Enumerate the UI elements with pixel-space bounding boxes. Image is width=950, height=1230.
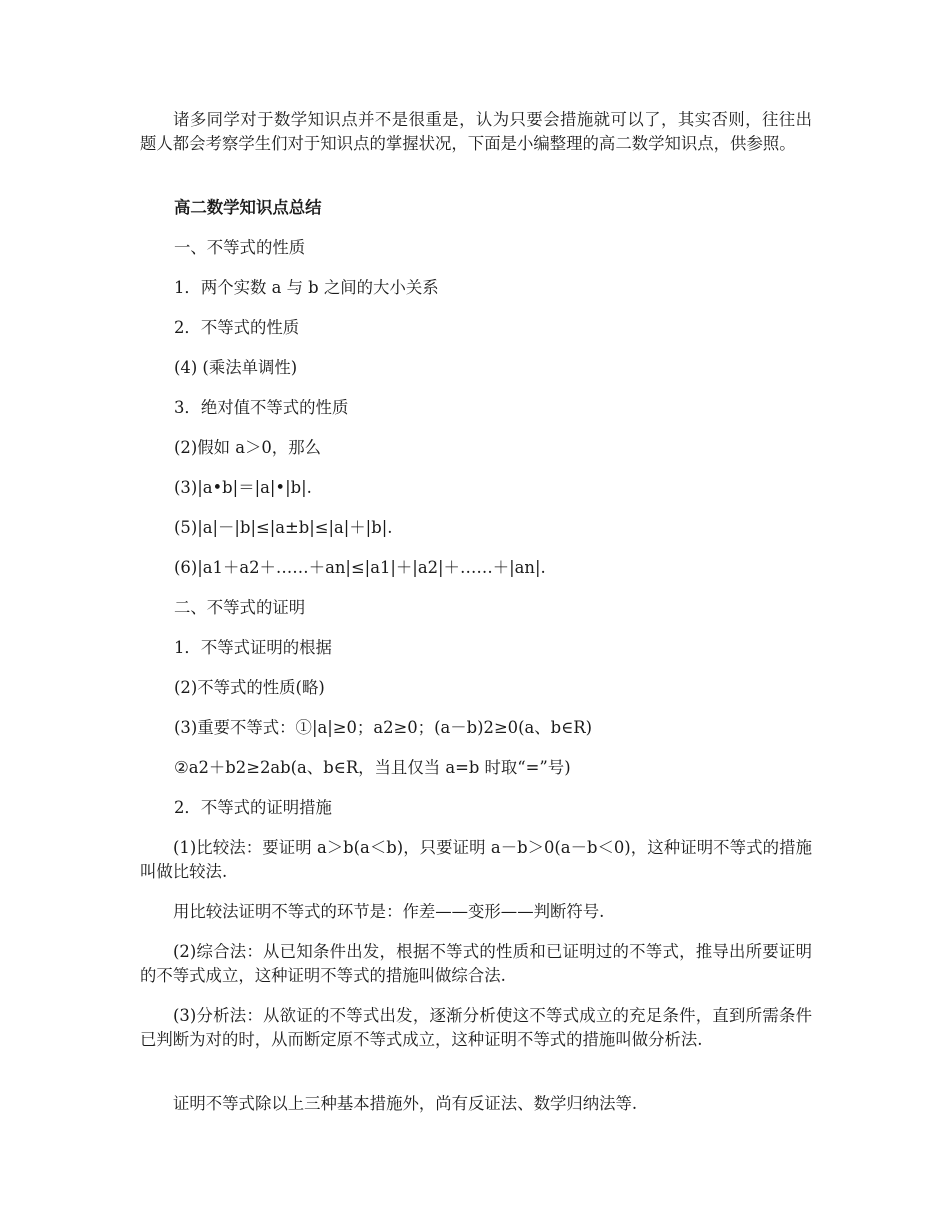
text-line: (2)假如 a＞0，那么 bbox=[174, 438, 321, 457]
body-paragraph: (1)比较法：要证明 a＞b(a＜b)，只要证明 a－b＞0(a－b＜0)，这种证明不等式的措施叫做比较法. bbox=[140, 838, 812, 881]
body-paragraph: (3)分析法：从欲证的不等式出发，逐渐分析使这不等式成立的充足条件，直到所需条件已判断为对的时，从而断定原不等式成立，这种证明不等式的措施叫做分析法. bbox=[140, 1006, 812, 1049]
text-line: 1．两个实数 a 与 b 之间的大小关系 bbox=[174, 278, 439, 297]
text-line: 1．不等式证明的根据 bbox=[174, 638, 332, 657]
formula-line: (5)|a|－|b|≤|a±b|≤|a|＋|b|. bbox=[174, 518, 393, 537]
formula-line: (3)|a•b|＝|a|•|b|. bbox=[174, 478, 312, 497]
text-line: 2．不等式的性质 bbox=[174, 318, 300, 337]
section-title: 高二数学知识点总结 bbox=[174, 198, 322, 217]
section-heading: 二、不等式的证明 bbox=[174, 598, 306, 617]
formula-line: (6)|a1＋a2＋……＋an|≤|a1|＋|a2|＋……＋|an|. bbox=[174, 558, 546, 577]
body-paragraph: (2)综合法：从已知条件出发，根据不等式的性质和已证明过的不等式，推导出所要证明的不等式成立，这种证明不等式的措施叫做综合法. bbox=[140, 942, 812, 985]
formula-line: ②a2＋b2≥2ab(a、b∈R，当且仅当 a=b 时取“=”号) bbox=[174, 758, 571, 777]
text-line: 2．不等式的证明措施 bbox=[174, 798, 332, 817]
text-line: (2)不等式的性质(略) bbox=[174, 678, 325, 697]
body-paragraph: 证明不等式除以上三种基本措施外，尚有反证法、数学归纳法等. bbox=[173, 1094, 638, 1113]
formula-line: (3)重要不等式：①|a|≥0；a2≥0；(a－b)2≥0(a、b∈R) bbox=[174, 718, 593, 737]
body-paragraph: 用比较法证明不等式的环节是：作差——变形——判断符号. bbox=[173, 902, 605, 921]
text-line: 3．绝对值不等式的性质 bbox=[174, 398, 349, 417]
intro-paragraph: 诸多同学对于数学知识点并不是很重是，认为只要会措施就可以了，其实否则，往往出题人都会考察学生们对于知识点的掌握状况，下面是小编整理的高二数学知识点，供参照。 bbox=[140, 110, 812, 153]
text-line: (4) (乘法单调性) bbox=[174, 358, 298, 377]
section-heading: 一、不等式的性质 bbox=[174, 238, 306, 257]
